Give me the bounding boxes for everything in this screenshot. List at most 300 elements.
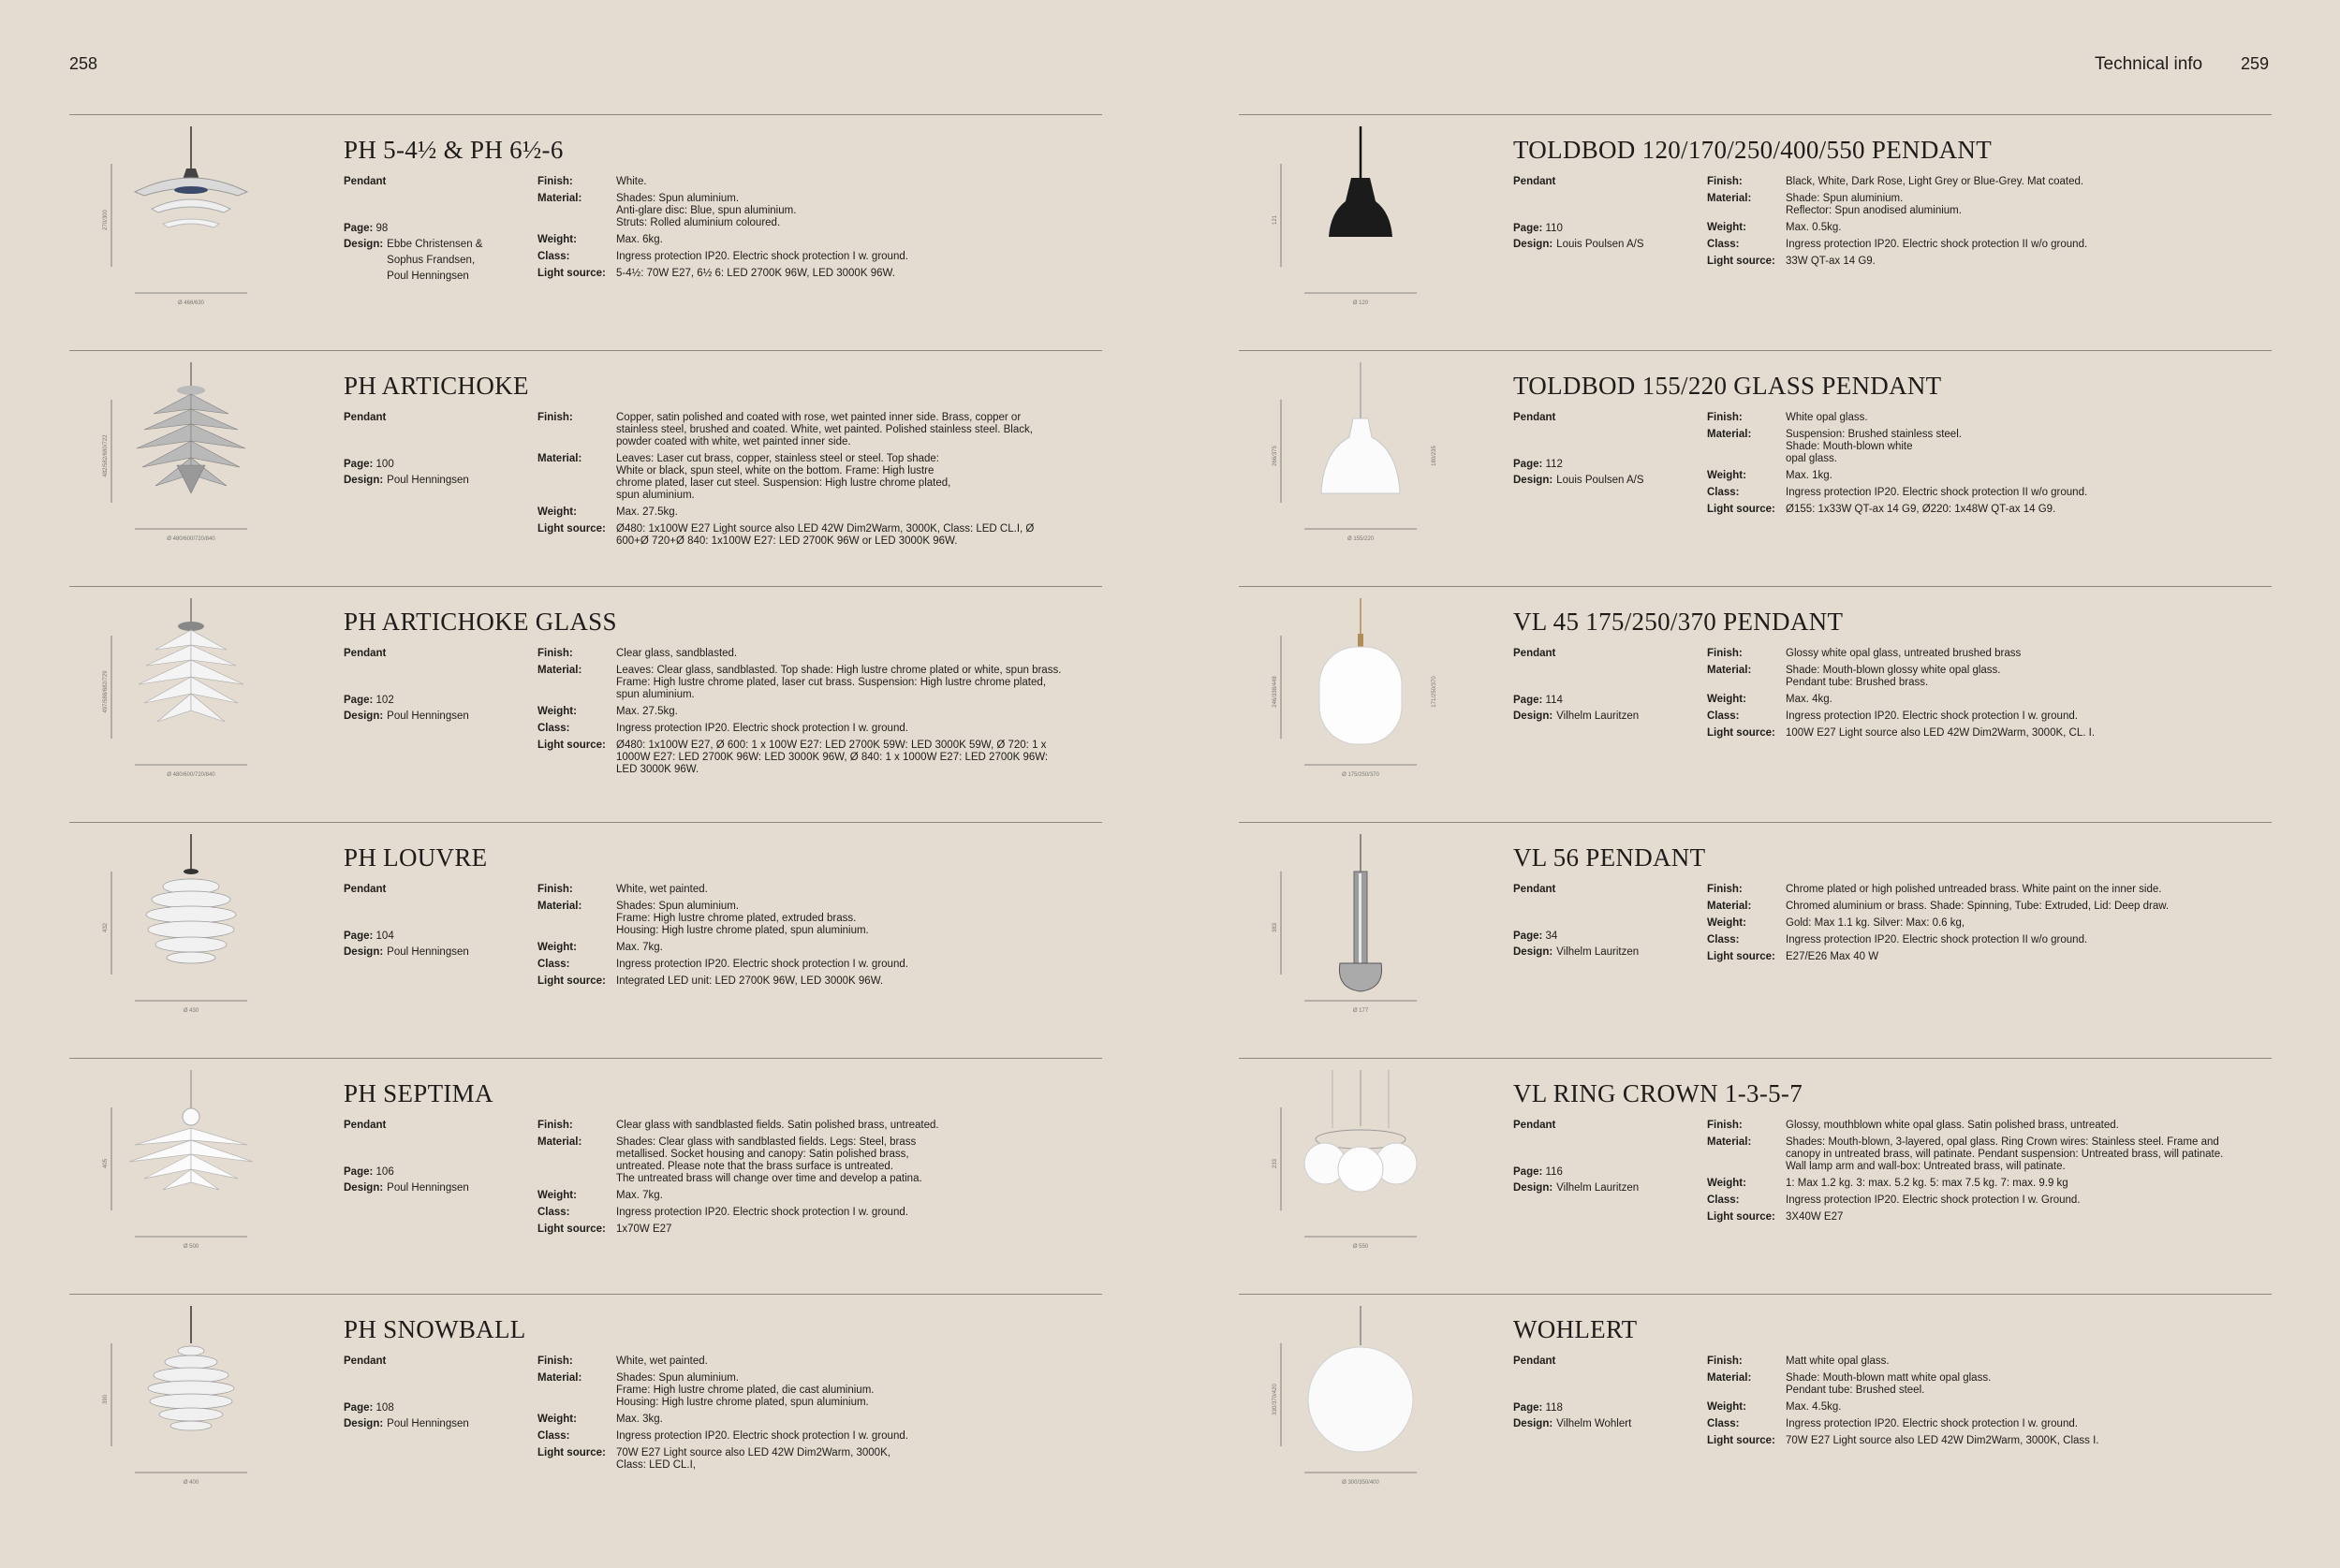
page-ref-row — [344, 457, 498, 473]
spec-row-finish — [537, 176, 1062, 188]
spec-value: Black, White, Dark Rose, Light Grey or Blue-Grey. Mat coated. — [1786, 176, 2084, 187]
spec-row-light-source — [537, 1447, 1062, 1472]
spec-label: Class: — [537, 251, 570, 262]
spec-value: Ingress protection IP20. Electric shock protection II w/o ground. — [1786, 934, 2088, 945]
spec-label: Material: — [1707, 1136, 1752, 1148]
page-design-info — [1513, 929, 1668, 960]
spec-value: 70W E27 Light source also LED 42W Dim2Warm, 3000K, Class: LED CL.I, — [616, 1447, 890, 1471]
product-entry-vl-56-pendant — [1239, 822, 2272, 1058]
spec-row-weight — [537, 1190, 1062, 1202]
width-dimension-label: Ø 466/630 — [177, 300, 205, 306]
height-dimension-label: 432 — [103, 922, 109, 933]
product-type: Pendant — [1513, 648, 1556, 659]
design-label: Design: — [344, 1418, 384, 1429]
spec-value: Ingress protection IP20. Electric shock protection I w. ground. — [616, 251, 908, 262]
page-ref-row — [1513, 221, 1668, 237]
spec-value: Ingress protection IP20. Electric shock protection I w. ground. — [616, 1207, 908, 1218]
product-image — [69, 1070, 294, 1257]
spec-row-finish — [537, 884, 1062, 896]
page-label: Page: — [344, 931, 374, 942]
page-label: Page: — [344, 695, 374, 706]
secondary-height-dimension-label: 171/250/370 — [1432, 676, 1437, 708]
spec-label: Class: — [1707, 239, 1740, 250]
width-dimension-label: Ø 155/220 — [1347, 536, 1375, 542]
lamp-illustration — [1239, 362, 1464, 550]
product-title: TOLDBOD 120/170/250/400/550 PENDANT — [1513, 136, 1993, 164]
product-image — [69, 598, 294, 785]
spec-value: Max. 27.5kg. — [616, 706, 678, 717]
spec-row-class — [537, 1207, 1062, 1219]
height-dimension-label: 270/300 — [103, 210, 109, 230]
page-ref: 98 — [375, 223, 389, 234]
designer-row — [1513, 945, 1668, 960]
spec-label: Light source: — [1707, 727, 1775, 739]
spec-label: Finish: — [1707, 884, 1743, 895]
spec-row-material — [1707, 429, 2231, 465]
product-type: Pendant — [1513, 884, 1556, 895]
product-title: WOHLERT — [1513, 1315, 1638, 1343]
product-image — [69, 126, 294, 314]
spec-value: Ingress protection IP20. Electric shock protection I w. ground. — [1786, 711, 2078, 722]
spec-table — [537, 648, 1062, 781]
spec-row-light-source — [537, 975, 1062, 988]
page-design-info — [344, 1165, 498, 1196]
spec-value: Ingress protection IP20. Electric shock protection II w/o ground. — [1786, 487, 2088, 498]
spec-row-light-source — [1707, 1211, 2231, 1224]
lamp-illustration — [69, 1070, 294, 1257]
height-dimension-label: 121 — [1273, 214, 1278, 226]
page-label: Page: — [344, 459, 374, 470]
width-dimension-label: Ø 120 — [1352, 300, 1369, 306]
spec-label: Finish: — [1707, 1120, 1743, 1131]
product-image — [1239, 1070, 1464, 1257]
spec-row-class — [537, 723, 1062, 735]
lamp-illustration — [69, 126, 294, 314]
design-label: Design: — [1513, 946, 1553, 958]
height-dimension-label: 233 — [1273, 1158, 1278, 1169]
spec-label: Light source: — [537, 268, 606, 279]
spec-value: Ø480: 1x100W E27 Light source also LED 42W Dim2Warm, 3000K, Class: LED CL.I, Ø 600+Ø 720+Ø 840: 1x100W E27: LED 2700K 96W or LED 3000K 96W. — [616, 523, 1035, 547]
page-ref: 110 — [1545, 223, 1563, 234]
product-type: Pendant — [344, 1120, 387, 1131]
spec-value: Ø155: 1x33W QT-ax 14 G9, Ø220: 1x48W QT-ax 14 G9. — [1786, 504, 2056, 515]
lamp-illustration — [69, 1306, 294, 1493]
width-dimension-label: Ø 300/350/400 — [1342, 1480, 1379, 1486]
spec-value: 1x70W E27 — [616, 1224, 672, 1235]
page-ref: 104 — [375, 931, 394, 942]
design-label: Design: — [1513, 1418, 1553, 1429]
spec-row-weight — [1707, 694, 2231, 706]
spec-value: Max. 1kg. — [1786, 470, 1832, 481]
page-ref: 106 — [375, 1166, 394, 1178]
product-image — [1239, 598, 1464, 785]
spec-value: Suspension: Brushed stainless steel. Shade: Mouth-blown white opal glass. — [1786, 429, 1962, 464]
product-title: PH LOUVRE — [344, 843, 488, 872]
spec-label: Light source: — [537, 740, 606, 751]
product-type: Pendant — [344, 412, 387, 423]
lamp-illustration — [1239, 598, 1464, 785]
spec-value: Copper, satin polished and coated with rose, wet painted inner side. Brass, copper or stainless steel, brushed and coated. White, wet painted. Polished stainless steel. Black, powder coated with white, wet painted inner side. — [616, 412, 1033, 447]
spec-value: Ingress protection IP20. Electric shock protection I w. ground. — [616, 723, 908, 734]
design-label: Design: — [344, 475, 384, 486]
spec-row-weight — [537, 1414, 1062, 1426]
spec-label: Light source: — [1707, 951, 1775, 962]
page-design-info — [1513, 457, 1668, 489]
page-ref-row — [344, 221, 498, 237]
page-label: Page: — [1513, 459, 1543, 470]
spec-row-weight — [1707, 1401, 2231, 1414]
product-type: Pendant — [344, 176, 387, 187]
spec-value: Max. 27.5kg. — [616, 506, 678, 518]
product-entry-ph-septima — [69, 1058, 1102, 1294]
width-dimension-label: Ø 175/250/370 — [1342, 772, 1379, 778]
spec-table — [1707, 412, 2231, 520]
spec-row-finish — [537, 648, 1062, 660]
page-ref-row — [1513, 457, 1668, 473]
product-title: PH ARTICHOKE GLASS — [344, 608, 617, 636]
designer: Vilhelm Lauritzen — [1556, 946, 1640, 958]
spec-row-light-source — [537, 740, 1062, 776]
spec-row-finish — [537, 1120, 1062, 1132]
spec-table — [1707, 884, 2231, 968]
page-design-info — [344, 929, 498, 960]
product-type: Pendant — [1513, 176, 1556, 187]
page-ref-row — [344, 929, 498, 945]
page-label: Page: — [1513, 1402, 1543, 1414]
page-ref: 102 — [375, 695, 394, 706]
spec-label: Material: — [537, 665, 582, 676]
spec-value: Shades: Spun aluminium. Frame: High lustre chrome plated, extruded brass. Housing: High lustre chrome plated, spun aluminium. — [616, 901, 869, 936]
lamp-illustration — [69, 598, 294, 785]
width-dimension-label: Ø 500 — [183, 1244, 199, 1250]
page-label: Page: — [1513, 1166, 1543, 1178]
product-title: PH SEPTIMA — [344, 1079, 493, 1107]
spec-row-material — [1707, 1136, 2231, 1173]
spec-value: 33W QT-ax 14 G9. — [1786, 256, 1876, 267]
spec-row-weight — [537, 706, 1062, 718]
page-ref-row — [1513, 693, 1668, 709]
product-title: VL 56 PENDANT — [1513, 843, 1706, 872]
spec-value: Max. 4kg. — [1786, 694, 1832, 705]
spec-row-finish — [1707, 648, 2231, 660]
design-label: Design: — [344, 1182, 384, 1194]
product-type: Pendant — [1513, 1356, 1556, 1367]
product-title: VL 45 175/250/370 PENDANT — [1513, 608, 1844, 636]
designer: Poul Henningsen — [387, 711, 469, 722]
spec-row-weight — [1707, 470, 2231, 482]
spec-label: Finish: — [1707, 648, 1743, 659]
spec-value: White opal glass. — [1786, 412, 1868, 423]
spec-label: Weight: — [1707, 917, 1746, 929]
spec-row-class — [1707, 1194, 2231, 1207]
designer: Poul Henningsen — [387, 1182, 469, 1194]
designer: Vilhelm Lauritzen — [1556, 1182, 1640, 1194]
spec-table — [537, 1120, 1062, 1240]
product-entry-ph-artichoke — [69, 350, 1102, 586]
spec-label: Class: — [1707, 1418, 1740, 1429]
spec-label: Weight: — [1707, 222, 1746, 233]
lamp-illustration — [1239, 1306, 1464, 1493]
spec-label: Class: — [537, 959, 570, 970]
width-dimension-label: Ø 400 — [183, 1480, 199, 1486]
spec-label: Weight: — [1707, 470, 1746, 481]
spec-row-finish — [1707, 176, 2231, 188]
spec-value: 3X40W E27 — [1786, 1211, 1844, 1223]
spec-label: Weight: — [537, 1190, 577, 1201]
spec-row-weight — [537, 234, 1062, 246]
height-dimension-label: 383 — [1273, 922, 1278, 933]
spec-row-finish — [1707, 412, 2231, 424]
secondary-height-dimension-label: 180/235 — [1432, 446, 1437, 466]
spec-table — [1707, 1356, 2231, 1452]
page-design-info — [344, 457, 498, 489]
spec-row-finish — [1707, 1120, 2231, 1132]
height-dimension-label: 482/582/680/722 — [103, 434, 109, 477]
spec-label: Class: — [1707, 711, 1740, 722]
width-dimension-label: Ø 550 — [1352, 1244, 1369, 1250]
designer: Poul Henningsen — [387, 1418, 469, 1429]
spec-label: Weight: — [1707, 1401, 1746, 1413]
spec-value: Gold: Max 1.1 kg. Silver: Max: 0.6 kg, — [1786, 917, 1965, 929]
page-label: Page: — [1513, 223, 1543, 234]
page-label: Page: — [344, 223, 374, 234]
spec-row-material — [1707, 665, 2231, 689]
designer-row — [1513, 1180, 1668, 1196]
spec-label: Light source: — [537, 1447, 606, 1458]
designer: Louis Poulsen A/S — [1556, 475, 1644, 486]
spec-row-light-source — [537, 1224, 1062, 1236]
spec-row-material — [537, 1372, 1062, 1409]
page-design-info — [1513, 1165, 1668, 1196]
right-page-number: 259 — [2241, 54, 2270, 73]
spec-label: Finish: — [537, 648, 573, 659]
right-product-column — [1239, 114, 2272, 1530]
spec-value: Matt white opal glass. — [1786, 1356, 1890, 1367]
lamp-illustration — [69, 362, 294, 550]
product-entry-vl-45-175-250-370-pendant — [1239, 586, 2272, 822]
spec-label: Material: — [537, 1136, 582, 1148]
spec-label: Weight: — [537, 234, 577, 245]
product-entry-ph-artichoke-glass — [69, 586, 1102, 822]
width-dimension-label: Ø 177 — [1352, 1008, 1369, 1014]
product-image — [1239, 1306, 1464, 1493]
spec-value: Glossy, mouthblown white opal glass. Satin polished brass, untreated. — [1786, 1120, 2119, 1131]
product-type: Pendant — [1513, 412, 1556, 423]
spec-row-class — [1707, 239, 2231, 251]
designer-row — [344, 473, 498, 489]
page-label: Page: — [344, 1166, 374, 1178]
spec-row-material — [537, 193, 1062, 229]
page-ref: 34 — [1545, 931, 1558, 942]
height-dimension-label: 390 — [103, 1394, 109, 1405]
spec-row-light-source — [1707, 504, 2231, 516]
spec-row-finish — [1707, 1356, 2231, 1368]
page-design-info — [344, 693, 498, 725]
spec-row-light-source — [1707, 256, 2231, 268]
spec-value: Integrated LED unit: LED 2700K 96W, LED 3000K 96W. — [616, 975, 884, 987]
spec-label: Light source: — [537, 1224, 606, 1235]
product-title: PH 5-4½ & PH 6½-6 — [344, 136, 564, 164]
spec-table — [1707, 176, 2231, 272]
spec-label: Material: — [1707, 665, 1752, 676]
design-label: Design: — [1513, 475, 1553, 486]
spec-label: Finish: — [1707, 412, 1743, 423]
product-entry-toldbod-155-220-glass-pendant — [1239, 350, 2272, 586]
design-label: Design: — [1513, 239, 1553, 250]
spec-table — [537, 176, 1062, 285]
spec-label: Material: — [537, 193, 582, 204]
page-design-info — [344, 221, 498, 285]
product-image — [1239, 834, 1464, 1021]
designer: Poul Henningsen — [387, 475, 469, 486]
spec-label: Light source: — [537, 975, 606, 987]
spec-value: Shades: Mouth-blown, 3-layered, opal glass. Ring Crown wires: Stainless steel. Frame and canopy in untreated brass, will patinate. Pendant suspension: Untreated brass, will patinate. Wall lamp arm and wall-box: Untreated brass, will patinate. — [1786, 1136, 2224, 1172]
spec-row-class — [537, 959, 1062, 971]
product-entry-wohlert — [1239, 1294, 2272, 1530]
lamp-illustration — [1239, 126, 1464, 314]
product-image — [69, 362, 294, 550]
spec-value: Ingress protection IP20. Electric shock protection I w. ground. — [1786, 1418, 2078, 1429]
spec-value: Leaves: Laser cut brass, copper, stainless steel or steel. Top shade: White or black, spun steel, white on the bottom. Frame: High lustre chrome plated, laser cut steel. Suspension: High lustre chrome plated, spun aluminium. — [616, 453, 951, 501]
spec-label: Material: — [1707, 429, 1752, 440]
spec-label: Finish: — [537, 884, 573, 895]
height-dimension-label: 497/588/682/729 — [103, 670, 109, 713]
width-dimension-label: Ø 430 — [183, 1008, 199, 1014]
spec-value: Ø480: 1x100W E27, Ø 600: 1 x 100W E27: LED 2700K 59W: LED 3000K 59W, Ø 720: 1 x 1000W E27: LED 2700K 96W: LED 3000K 96W, Ø 840: 1 x 1000W E27: LED 2700K 96W: LED 3000K 96W. — [616, 740, 1049, 775]
spec-value: Max. 0.5kg. — [1786, 222, 1842, 233]
page-ref: 116 — [1545, 1166, 1563, 1178]
spec-value: Shade: Spun aluminium. Reflector: Spun anodised aluminium. — [1786, 193, 1962, 216]
page-ref: 108 — [375, 1402, 394, 1414]
designer: Poul Henningsen — [387, 946, 469, 958]
product-type: Pendant — [344, 648, 387, 659]
spec-label: Class: — [1707, 487, 1740, 498]
spec-value: 1: Max 1.2 kg. 3: max. 5.2 kg. 5: max 7.5 kg. 7: max. 9.9 kg — [1786, 1178, 2068, 1189]
page-ref-row — [344, 693, 498, 709]
spec-row-light-source — [1707, 1435, 2231, 1447]
spec-row-class — [1707, 487, 2231, 499]
spec-table — [1707, 1120, 2231, 1228]
product-entry-ph-5-4-ph-6-6 — [69, 114, 1102, 350]
spec-value: Shade: Mouth-blown matt white opal glass. Pendant tube: Brushed steel. — [1786, 1372, 1992, 1396]
spec-value: E27/E26 Max 40 W — [1786, 951, 1879, 962]
design-label: Design: — [344, 711, 384, 722]
spec-value: Max. 7kg. — [616, 1190, 663, 1201]
spec-value: Max. 4.5kg. — [1786, 1401, 1842, 1413]
designer-row — [344, 709, 498, 725]
spec-label: Class: — [537, 1430, 570, 1442]
spec-value: 70W E27 Light source also LED 42W Dim2Warm, 3000K, Class I. — [1786, 1435, 2099, 1446]
page-ref-row — [1513, 1165, 1668, 1180]
designer-row — [344, 1416, 498, 1432]
designer: Vilhelm Lauritzen — [1556, 711, 1640, 722]
spec-label: Weight: — [1707, 694, 1746, 705]
spec-row-weight — [537, 506, 1062, 519]
product-image — [1239, 126, 1464, 314]
spec-row-weight — [1707, 917, 2231, 930]
product-title: TOLDBOD 155/220 GLASS PENDANT — [1513, 372, 1942, 400]
spec-label: Finish: — [537, 1120, 573, 1131]
spec-label: Class: — [537, 1207, 570, 1218]
height-dimension-label: 246/338/448 — [1273, 676, 1278, 708]
spec-label: Material: — [1707, 1372, 1752, 1384]
product-title: PH SNOWBALL — [344, 1315, 526, 1343]
spec-value: Ingress protection IP20. Electric shock protection I w. Ground. — [1786, 1194, 2081, 1206]
spec-row-material — [1707, 193, 2231, 217]
spec-label: Weight: — [1707, 1178, 1746, 1189]
spec-label: Finish: — [537, 1356, 573, 1367]
spec-value: Max. 3kg. — [616, 1414, 663, 1425]
spec-label: Light source: — [1707, 1211, 1775, 1223]
page-ref: 112 — [1545, 459, 1563, 470]
section-title: Technical info — [2095, 54, 2203, 74]
spec-label: Weight: — [537, 1414, 577, 1425]
spec-label: Finish: — [537, 176, 573, 187]
designer: Louis Poulsen A/S — [1556, 239, 1644, 250]
page-label: Page: — [1513, 695, 1543, 706]
lamp-illustration — [69, 834, 294, 1021]
spec-label: Material: — [537, 453, 582, 464]
spec-label: Class: — [537, 723, 570, 734]
product-entry-ph-snowball — [69, 1294, 1102, 1530]
lamp-illustration — [1239, 1070, 1464, 1257]
spec-label: Weight: — [537, 506, 577, 518]
spec-label: Finish: — [1707, 176, 1743, 187]
product-entry-vl-ring-crown-1-3-5-7 — [1239, 1058, 2272, 1294]
page-design-info — [1513, 221, 1668, 253]
lamp-illustration — [1239, 834, 1464, 1021]
designer-row — [344, 237, 498, 285]
design-label: Design: — [1513, 711, 1553, 722]
spec-row-class — [1707, 934, 2231, 946]
designer-row — [344, 945, 498, 960]
width-dimension-label: Ø 480/600/720/840 — [167, 536, 215, 542]
spec-label: Light source: — [1707, 1435, 1775, 1446]
spec-label: Light source: — [1707, 504, 1775, 515]
width-dimension-label: Ø 480/600/720/840 — [167, 772, 215, 778]
spec-value: Ingress protection IP20. Electric shock protection I w. ground. — [616, 1430, 908, 1442]
spec-value: Clear glass with sandblasted fields. Satin polished brass, untreated. — [616, 1120, 939, 1131]
spec-value: Chrome plated or high polished untreaded brass. White paint on the inner side. — [1786, 884, 2162, 895]
height-dimension-label: 330/370/420 — [1273, 1384, 1278, 1415]
page-ref: 118 — [1545, 1402, 1563, 1414]
spec-value: Shades: Spun aluminium. Frame: High lustre chrome plated, die cast aluminium. Housing: High lustre chrome plated, spun aluminium. — [616, 1372, 875, 1408]
spec-row-material — [537, 453, 1062, 502]
spec-row-light-source — [1707, 727, 2231, 740]
page-ref-row — [344, 1400, 498, 1416]
spec-value: White, wet painted. — [616, 1356, 708, 1367]
product-type: Pendant — [344, 1356, 387, 1367]
product-image — [69, 834, 294, 1021]
spec-row-finish — [1707, 884, 2231, 896]
spec-label: Finish: — [1707, 1356, 1743, 1367]
spec-row-class — [1707, 711, 2231, 723]
spec-value: Max. 7kg. — [616, 942, 663, 953]
design-label: Design: — [344, 239, 384, 250]
page-ref-row — [1513, 1400, 1668, 1416]
spec-value: 5-4½: 70W E27, 6½ 6: LED 2700K 96W, LED 3000K 96W. — [616, 268, 895, 279]
left-product-column — [69, 114, 1102, 1530]
spec-value: Ingress protection IP20. Electric shock protection II w/o ground. — [1786, 239, 2088, 250]
spec-label: Class: — [1707, 1194, 1740, 1206]
spec-value: Shade: Mouth-blown glossy white opal glass. Pendant tube: Brushed brass. — [1786, 665, 2001, 688]
spec-value: Shades: Spun aluminium. Anti-glare disc: Blue, spun aluminium. Struts: Rolled aluminium coloured. — [616, 193, 797, 228]
spec-label: Weight: — [537, 942, 577, 953]
product-type: Pendant — [344, 884, 387, 895]
design-label: Design: — [1513, 1182, 1553, 1194]
spec-row-finish — [537, 1356, 1062, 1368]
spec-row-weight — [1707, 1178, 2231, 1190]
